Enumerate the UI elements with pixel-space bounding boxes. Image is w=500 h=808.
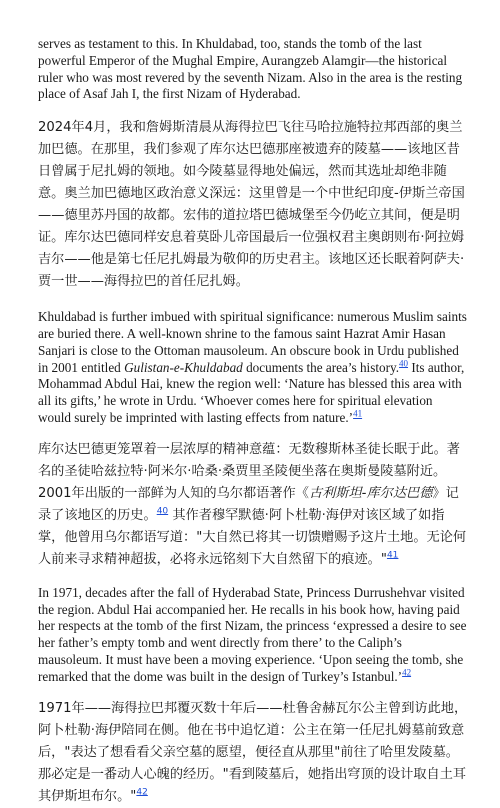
paragraph-english-1 — [38, 36, 468, 103]
footnote-link-41[interactable]: 41 — [386, 550, 399, 561]
paragraph-text: 库尔达巴德更笼罩着一层浓厚的精神意蕴：无数穆斯林圣徒长眠于此。著名的圣徒哈兹拉特·阿米尔·哈桑·桑贾里圣陵便坐落在奥斯曼陵墓附近。2001年出版的一部鲜为人知的乌尔都语著作《 — [38, 441, 460, 501]
paragraph-text: Its author, Mohammad Abdul Hai, knew the region well: ‘Nature has blessed this area with all its gifts,’ he wrote in Urdu. ‘Whoever comes here for spiritual elevation would surely be imprinted with lasting effects from nature.’ — [38, 359, 465, 425]
paragraph-text: In 1971, decades after the fall of Hyderabad State, Princess Durrushehvar visited the region. Abdul Hai accompanied her. He recalls in his book how, having paid her respects at the tomb of the first Nizam, the princess ‘expressed a desire to see her father’s empty tomb and went directly from there’ to the Caliph’s mausoleum. It must have been a moving experience. ‘Upon seeing the tomb, she remarked that the dome was built in the design of Turkey’s Istanbul.’ — [38, 584, 467, 684]
footnote-link-40[interactable]: 40 — [156, 506, 169, 517]
paragraph-text: 》记录了该地区的历史。 — [38, 485, 459, 523]
paragraph-text: serves as testament to this. In Khuldabad, too, stands the tomb of the last powerful Emperor of the Mughal Empire, Aurangzeb Alamgir—the historical ruler who was most revered by the seventh Nizam. Also in the area is the resting place of Asaf Jah I, the first Nizam of Hyderabad. — [38, 36, 463, 102]
footnote-link-41[interactable]: 41 — [353, 408, 363, 419]
footnote-link-40[interactable]: 40 — [399, 358, 409, 369]
paragraph-text: 2024年4月，我和詹姆斯清晨从海得拉巴飞往马哈拉施特拉邦西部的奥兰加巴德。在那里，我们参观了库尔达巴德那座被遗弃的陵墓——该地区昔日曾属于尼扎姆的领地。如今陵墓显得地处偏远，然而其选址却绝非随意。奥兰加巴德地区政治意义深远：这里曾是一个中世纪印度-伊斯兰帝国——德里苏丹国的故都。宏伟的道拉塔巴德城堡至今仍屹立其间，便是明证。库尔达巴德同样安息着莫卧儿帝国最后一位强权君主奥朗则布·阿拉姆吉尔——他是第七任尼扎姆最为敬仰的历史君主。该地区还长眠着阿萨夫·贾一世——海得拉巴的首任尼扎姆。 — [38, 120, 465, 290]
paragraph-english-2 — [38, 309, 468, 427]
paragraph-text: 1971年——海得拉巴邦覆灭数十年后——杜鲁舍赫瓦尔公主曾到访此地，阿卜杜勒·海伊陪同在侧。他在书中追忆道：公主在第一任尼扎姆墓前致意后，"表达了想看看父亲空墓的愿望，便径直从那里"前往了哈里发陵墓。那必定是一番动人心魄的经历。"看到陵墓后，她指出穹顶的设计取自土耳其伊斯坦布尔。" — [38, 700, 468, 804]
paragraph-chinese-1 — [38, 117, 468, 293]
paragraph-text: documents the area’s history. — [242, 359, 400, 375]
paragraph-english-3 — [38, 585, 468, 686]
footnote-link-42[interactable]: 42 — [402, 667, 412, 678]
book-title: Gulistan-e-Khuldabad — [124, 359, 243, 375]
paragraph-chinese-2 — [38, 439, 468, 571]
book-title: 古利斯坦-库尔达巴德 — [308, 485, 433, 501]
paragraph-chinese-3 — [38, 698, 468, 808]
paragraph-text: Khuldabad is further imbued with spiritual significance: numerous Muslim saints are buried there. A well-known shrine to the famous saint Hazrat Amir Hasan Sanjari is close to the Ottoman mausoleum. An obscure book in Urdu published in 2001 entitled — [38, 309, 467, 375]
footnote-link-42[interactable]: 42 — [136, 787, 148, 798]
document-body — [38, 0, 468, 808]
paragraph-text: 其作者穆罕默德·阿卜杜勒·海伊对该区域了如指掌，他曾用乌尔都语写道："大自然已将其一切馈赠赐予这片土地。无论何人前来寻求精神超拔，必将永远铭刻下大自然留下的痕迹。" — [38, 507, 467, 567]
